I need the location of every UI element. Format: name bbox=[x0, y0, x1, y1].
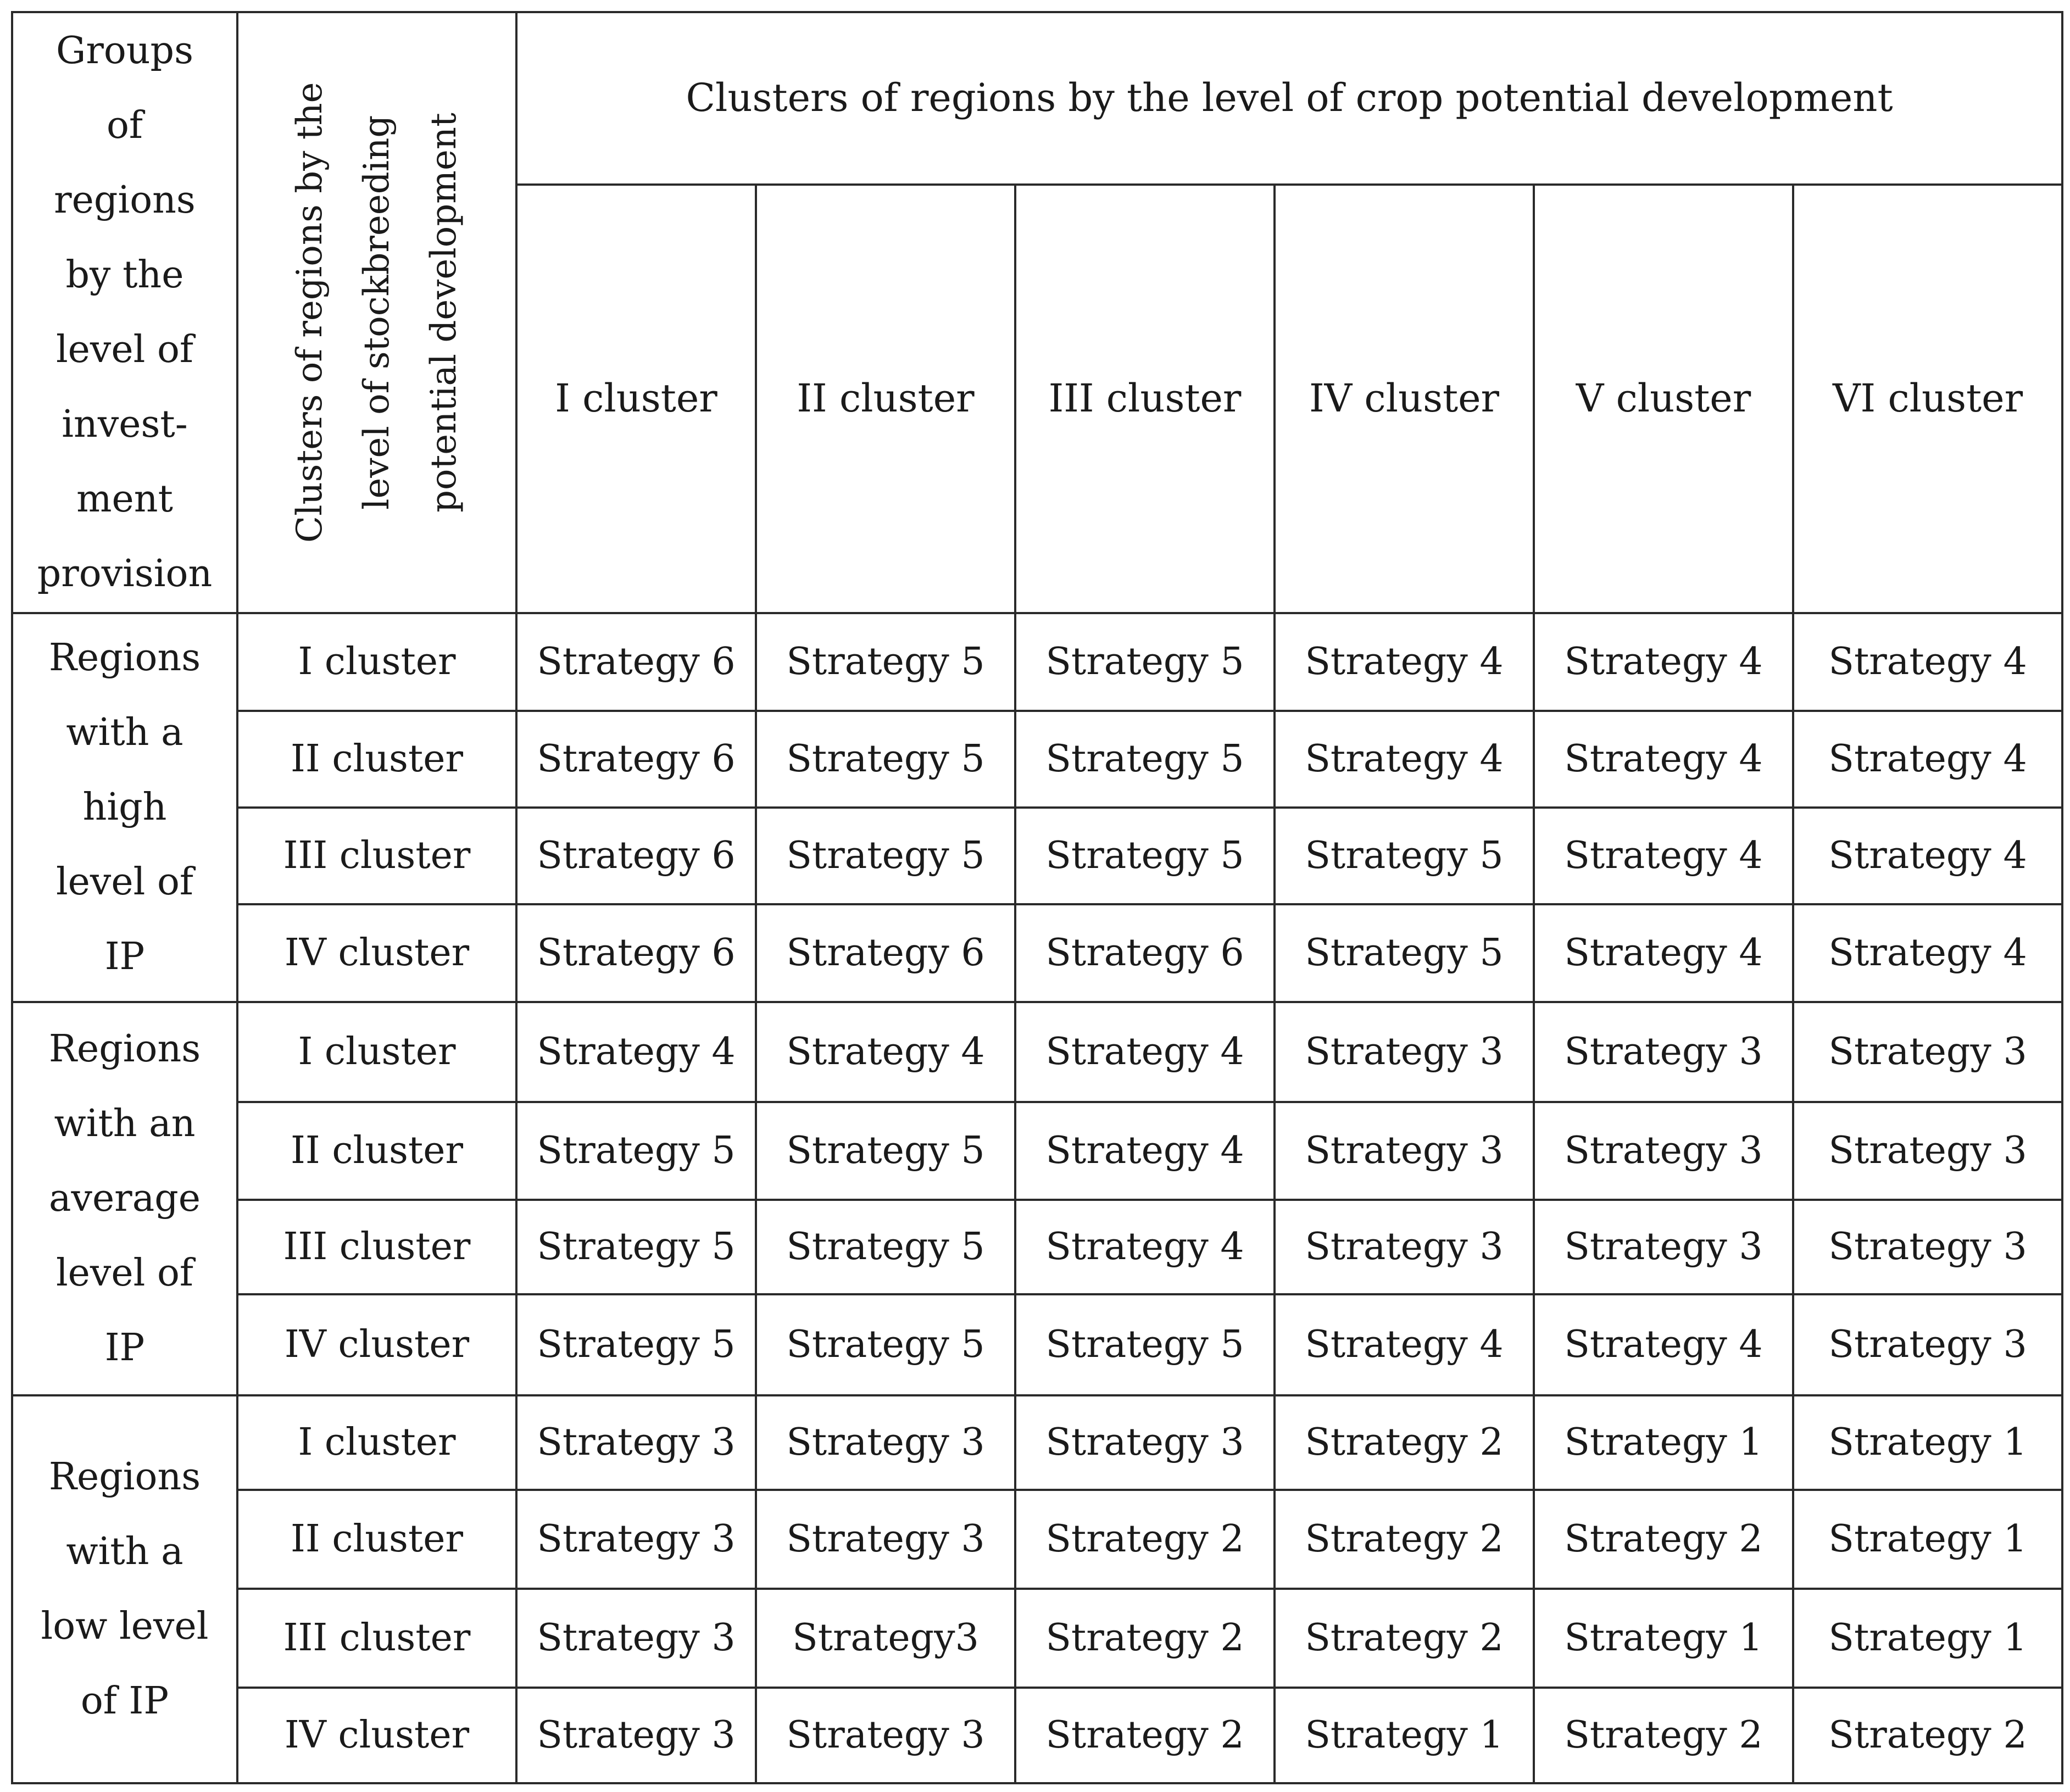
strategy-cell: Strategy 3 bbox=[756, 1688, 1015, 1783]
strategy-cell: Strategy 1 bbox=[1275, 1688, 1534, 1783]
group-column-header-line: invest- bbox=[62, 403, 188, 446]
strategy-cell: Strategy 5 bbox=[756, 808, 1015, 904]
stockbreeding-cluster-label: II cluster bbox=[237, 1490, 516, 1589]
stockbreeding-column-header bbox=[237, 12, 516, 613]
strategy-cell: Strategy 4 bbox=[1015, 1102, 1275, 1200]
stockbreeding-header-line: Clusters of regions by the bbox=[290, 82, 330, 543]
strategy-cell: Strategy3 bbox=[756, 1589, 1015, 1688]
stockbreeding-cluster-label: I cluster bbox=[237, 1395, 516, 1490]
strategy-cell: Strategy 6 bbox=[1015, 904, 1275, 1002]
strategy-cell: Strategy 5 bbox=[1275, 808, 1534, 904]
table-row bbox=[12, 711, 2062, 808]
group-label-line: Regions bbox=[48, 636, 201, 680]
table-row bbox=[12, 904, 2062, 1002]
strategy-cell: Strategy 3 bbox=[756, 1395, 1015, 1490]
stockbreeding-cluster-label: I cluster bbox=[237, 613, 516, 711]
strategy-cell: Strategy 4 bbox=[516, 1002, 756, 1102]
strategy-cell: Strategy 4 bbox=[1793, 613, 2062, 711]
group-label-line: IP bbox=[104, 935, 145, 978]
strategy-cell: Strategy 4 bbox=[1793, 711, 2062, 808]
crop-column-header: IV cluster bbox=[1275, 185, 1534, 613]
strategy-cell: Strategy 4 bbox=[1534, 1294, 1793, 1395]
group-label-line: Regions bbox=[48, 1027, 201, 1071]
stockbreeding-cluster-label: IV cluster bbox=[237, 904, 516, 1002]
strategy-cell: Strategy 3 bbox=[1015, 1395, 1275, 1490]
strategy-cell: Strategy 4 bbox=[1534, 613, 1793, 711]
table-row bbox=[12, 1002, 2062, 1102]
table-row bbox=[12, 1294, 2062, 1395]
strategy-cell: Strategy 4 bbox=[1793, 904, 2062, 1002]
group-label bbox=[12, 1002, 237, 1395]
strategy-cell: Strategy 4 bbox=[1793, 808, 2062, 904]
strategy-table bbox=[11, 11, 2063, 1784]
group-label-line: low level bbox=[41, 1605, 209, 1648]
strategy-cell: Strategy 5 bbox=[1015, 808, 1275, 904]
strategy-cell: Strategy 4 bbox=[1015, 1200, 1275, 1294]
group-column-header-line: provision bbox=[37, 552, 213, 596]
stockbreeding-cluster-label: II cluster bbox=[237, 711, 516, 808]
strategy-cell: Strategy 3 bbox=[1534, 1102, 1793, 1200]
strategy-cell: Strategy 5 bbox=[516, 1102, 756, 1200]
crop-column-header: I cluster bbox=[516, 185, 756, 613]
group-label-line: Regions bbox=[48, 1455, 201, 1499]
strategy-cell: Strategy 5 bbox=[1015, 613, 1275, 711]
table-row bbox=[12, 1102, 2062, 1200]
strategy-cell: Strategy 5 bbox=[756, 1102, 1015, 1200]
group-label-line: level of bbox=[55, 860, 194, 904]
strategy-cell: Strategy 2 bbox=[1275, 1490, 1534, 1589]
strategy-cell: Strategy 5 bbox=[756, 1294, 1015, 1395]
stockbreeding-header-line: potential development bbox=[424, 113, 464, 513]
stockbreeding-column-header-text bbox=[276, 65, 477, 560]
strategy-cell: Strategy 3 bbox=[516, 1395, 756, 1490]
strategy-cell: Strategy 2 bbox=[1275, 1395, 1534, 1490]
group-column-header-line: regions bbox=[54, 179, 196, 222]
stockbreeding-cluster-label: III cluster bbox=[237, 808, 516, 904]
group-column-header-line: level of bbox=[55, 328, 194, 371]
group-label-line: with a bbox=[66, 711, 183, 754]
strategy-cell: Strategy 5 bbox=[516, 1294, 756, 1395]
strategy-cell: Strategy 2 bbox=[1015, 1490, 1275, 1589]
strategy-cell: Strategy 6 bbox=[516, 808, 756, 904]
crop-column-header: V cluster bbox=[1534, 185, 1793, 613]
strategy-cell: Strategy 6 bbox=[516, 904, 756, 1002]
group-label-line: high bbox=[82, 786, 167, 829]
strategy-cell: Strategy 2 bbox=[1015, 1688, 1275, 1783]
strategy-cell: Strategy 5 bbox=[756, 613, 1015, 711]
strategy-cell: Strategy 4 bbox=[756, 1002, 1015, 1102]
strategy-cell: Strategy 3 bbox=[1793, 1102, 2062, 1200]
group-column-header-line: of bbox=[106, 104, 143, 147]
group-column-header-line: ment bbox=[76, 477, 173, 521]
table-row bbox=[12, 1688, 2062, 1783]
strategy-cell: Strategy 2 bbox=[1015, 1589, 1275, 1688]
stockbreeding-cluster-label: IV cluster bbox=[237, 1688, 516, 1783]
strategy-cell: Strategy 2 bbox=[1793, 1688, 2062, 1783]
strategy-cell: Strategy 4 bbox=[1275, 711, 1534, 808]
strategy-cell: Strategy 2 bbox=[1534, 1490, 1793, 1589]
strategy-cell: Strategy 4 bbox=[1275, 613, 1534, 711]
strategy-cell: Strategy 6 bbox=[756, 904, 1015, 1002]
strategy-cell: Strategy 6 bbox=[516, 711, 756, 808]
strategy-cell: Strategy 1 bbox=[1534, 1395, 1793, 1490]
group-label-line: IP bbox=[104, 1326, 145, 1370]
strategy-cell: Strategy 3 bbox=[1793, 1200, 2062, 1294]
strategy-cell: Strategy 2 bbox=[1275, 1589, 1534, 1688]
strategy-cell: Strategy 4 bbox=[1275, 1294, 1534, 1395]
strategy-cell: Strategy 3 bbox=[516, 1688, 756, 1783]
crop-column-header: VI cluster bbox=[1793, 185, 2062, 613]
group-column-header-line: Groups bbox=[56, 29, 193, 73]
strategy-matrix bbox=[11, 11, 2063, 1784]
group-label-line: of IP bbox=[80, 1679, 169, 1723]
group-label-line: with an bbox=[54, 1102, 196, 1145]
strategy-cell: Strategy 5 bbox=[1015, 1294, 1275, 1395]
strategy-cell: Strategy 6 bbox=[516, 613, 756, 711]
strategy-cell: Strategy 5 bbox=[1015, 711, 1275, 808]
group-label-line: with a bbox=[66, 1530, 183, 1573]
strategy-cell: Strategy 3 bbox=[516, 1490, 756, 1589]
group-label-line: level of bbox=[55, 1251, 194, 1295]
strategy-cell: Strategy 1 bbox=[1793, 1589, 2062, 1688]
crop-column-header: III cluster bbox=[1015, 185, 1275, 613]
strategy-cell: Strategy 5 bbox=[756, 711, 1015, 808]
strategy-cell: Strategy 4 bbox=[1534, 711, 1793, 808]
stockbreeding-cluster-label: II cluster bbox=[237, 1102, 516, 1200]
stockbreeding-cluster-label: III cluster bbox=[237, 1200, 516, 1294]
group-label bbox=[12, 613, 237, 1002]
table-row bbox=[12, 613, 2062, 711]
strategy-cell: Strategy 3 bbox=[756, 1490, 1015, 1589]
strategy-cell: Strategy 3 bbox=[1534, 1200, 1793, 1294]
strategy-cell: Strategy 3 bbox=[1793, 1294, 2062, 1395]
strategy-cell: Strategy 4 bbox=[1534, 808, 1793, 904]
table-row bbox=[12, 1589, 2062, 1688]
header-row-top bbox=[12, 12, 2062, 185]
group-column-header bbox=[12, 12, 237, 613]
stockbreeding-cluster-label: I cluster bbox=[237, 1002, 516, 1102]
strategy-cell: Strategy 3 bbox=[1793, 1002, 2062, 1102]
strategy-cell: Strategy 3 bbox=[1275, 1002, 1534, 1102]
group-label bbox=[12, 1395, 237, 1783]
crop-clusters-header: Clusters of regions by the level of crop potential development bbox=[516, 12, 2062, 185]
group-label-line: average bbox=[48, 1177, 201, 1220]
table-row bbox=[12, 808, 2062, 904]
stockbreeding-cluster-label: III cluster bbox=[237, 1589, 516, 1688]
strategy-cell: Strategy 1 bbox=[1793, 1395, 2062, 1490]
strategy-cell: Strategy 5 bbox=[1275, 904, 1534, 1002]
strategy-cell: Strategy 4 bbox=[1015, 1002, 1275, 1102]
strategy-cell: Strategy 3 bbox=[1534, 1002, 1793, 1102]
strategy-cell: Strategy 4 bbox=[1534, 904, 1793, 1002]
strategy-cell: Strategy 1 bbox=[1534, 1589, 1793, 1688]
crop-column-header: II cluster bbox=[756, 185, 1015, 613]
strategy-cell: Strategy 5 bbox=[516, 1200, 756, 1294]
table-row bbox=[12, 1490, 2062, 1589]
strategy-cell: Strategy 3 bbox=[1275, 1102, 1534, 1200]
group-column-header-line: by the bbox=[65, 253, 184, 297]
strategy-cell: Strategy 1 bbox=[1793, 1490, 2062, 1589]
strategy-cell: Strategy 2 bbox=[1534, 1688, 1793, 1783]
stockbreeding-cluster-label: IV cluster bbox=[237, 1294, 516, 1395]
table-body bbox=[12, 613, 2062, 1783]
table-row bbox=[12, 1200, 2062, 1294]
stockbreeding-header-line: level of stockbreeding bbox=[357, 115, 397, 510]
strategy-cell: Strategy 5 bbox=[756, 1200, 1015, 1294]
strategy-cell: Strategy 3 bbox=[516, 1589, 756, 1688]
strategy-cell: Strategy 3 bbox=[1275, 1200, 1534, 1294]
table-row bbox=[12, 1395, 2062, 1490]
